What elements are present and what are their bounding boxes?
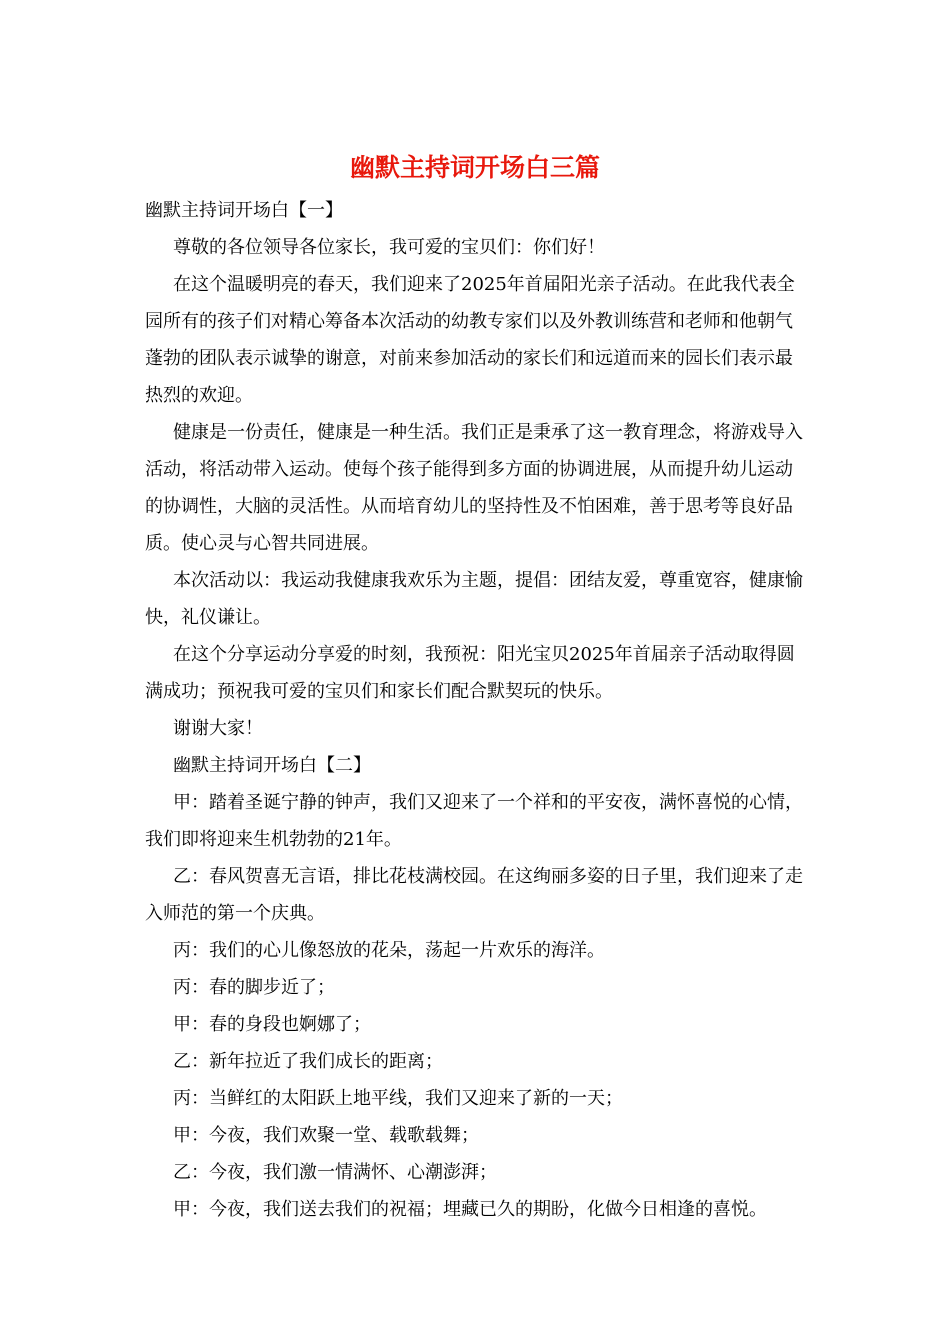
section-heading-2: 幽默主持词开场白【二】 (173, 755, 371, 776)
paragraph: 健康是一份责任，健康是一种生活。我们正是秉承了这一教育理念，将游戏导入活动，将活动带入运动。使每个孩子能得到多方面的协调进展，从而提升幼儿运动的协调性，大脑的灵活性。从而培育幼儿的坚持性及不怕困难，善于思考等良好品质。使心灵与心智共同进展。 (145, 422, 803, 554)
dialogue-line: 丙：春的脚步近了； (173, 977, 335, 998)
dialogue-line: 甲：春的身段也婀娜了； (173, 1014, 371, 1035)
dialogue-line: 丙：我们的心儿像怒放的花朵，荡起一片欢乐的海洋。 (173, 940, 605, 961)
section-heading-1: 幽默主持词开场白【一】 (145, 200, 343, 221)
paragraph: 在这个分享运动分享爱的时刻，我预祝：阳光宝贝2025年首届亲子活动取得圆满成功；预祝我可爱的宝贝们和家长们配合默契玩的快乐。 (145, 644, 795, 702)
paragraph: 在这个温暖明亮的春天，我们迎来了2025年首届阳光亲子活动。在此我代表全园所有的孩子们对精心筹备本次活动的幼教专家们以及外教训练营和老师和他朝气蓬勃的团队表示诚挚的谢意，对前来参加活动的家长们和远道而来的园长们表示最热烈的欢迎。 (145, 274, 795, 406)
dialogue-line: 甲：踏着圣诞宁静的钟声，我们又迎来了一个祥和的平安夜，满怀喜悦的心情，我们即将迎来生机勃勃的21年。 (145, 792, 803, 850)
paragraph: 本次活动以：我运动我健康我欢乐为主题，提倡：团结友爱，尊重宽容，健康愉快，礼仪谦让。 (145, 570, 803, 628)
document-title: 幽默主持词开场白三篇 (349, 153, 600, 182)
dialogue-line: 乙：新年拉近了我们成长的距离； (173, 1051, 443, 1072)
dialogue-line: 乙：春风贺喜无言语，排比花枝满校园。在这绚丽多姿的日子里，我们迎来了走入师范的第一个庆典。 (145, 866, 803, 924)
dialogue-line: 乙：今夜，我们激一情满怀、心潮澎湃； (173, 1162, 497, 1183)
dialogue-line: 甲：今夜，我们欢聚一堂、载歌载舞； (173, 1125, 479, 1146)
document-body (145, 192, 810, 1228)
dialogue-line: 甲：今夜，我们送去我们的祝福；埋藏已久的期盼，化做今日相逢的喜悦。 (173, 1199, 767, 1220)
paragraph-greeting: 尊敬的各位领导各位家长，我可爱的宝贝们：你们好！ (173, 237, 605, 258)
paragraph-thanks: 谢谢大家！ (173, 718, 263, 739)
dialogue-line: 丙：当鲜红的太阳跃上地平线，我们又迎来了新的一天； (173, 1088, 623, 1109)
